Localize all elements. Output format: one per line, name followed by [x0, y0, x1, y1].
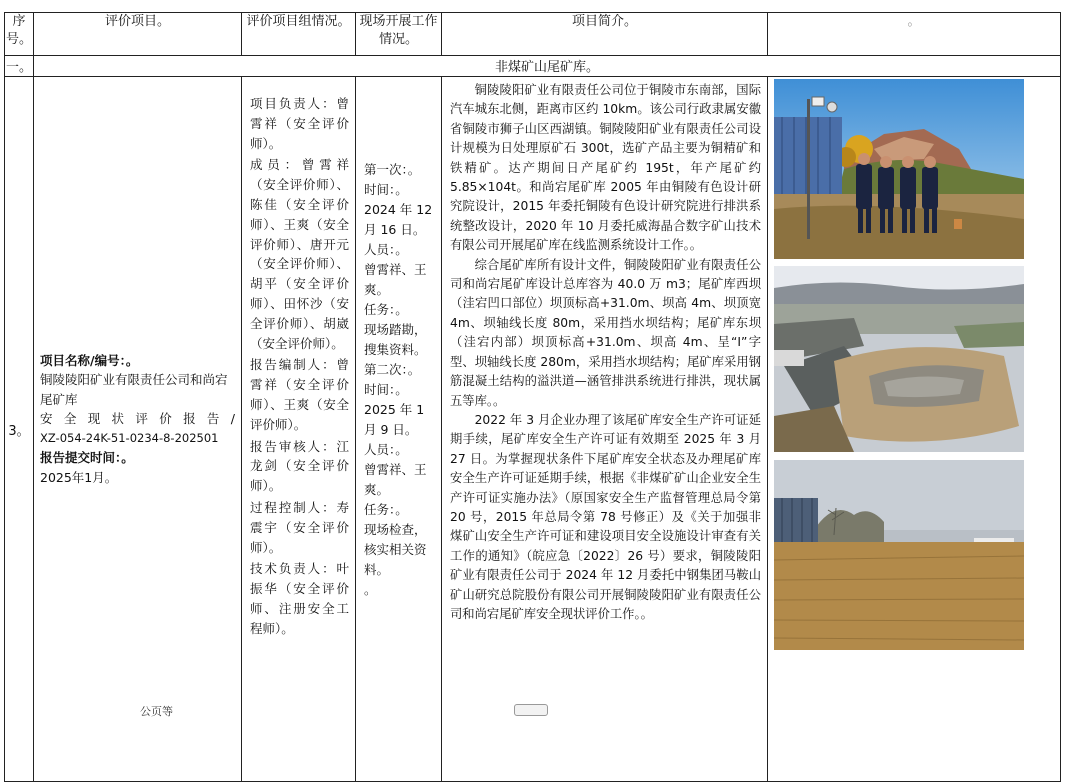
work-line: 。: [364, 582, 377, 597]
submit-date: 2025年1月。: [40, 469, 118, 485]
header-item: 评价项目。: [34, 13, 242, 56]
team-members: 成员：曾霄祥（安全评价师）、陈佳（安全评价师）、王爽（安全评价师）、唐开元（安全评价师）、胡平（安全评价师）、田怀沙（安全评价师）、胡崴（安全评价师）。: [250, 157, 349, 351]
header-work: 现场开展工作情况。: [356, 13, 442, 56]
report-name: 安全现状评价报告/: [40, 411, 235, 427]
project-name: 铜陵陵阳矿业有限责任公司和尚宕尾矿库: [40, 372, 228, 407]
header-photo: 。: [768, 13, 1061, 56]
header-no: 序号。: [5, 13, 34, 56]
section-no: 一。: [5, 56, 34, 77]
work-line: 2024 年 12 月 16 日。: [364, 202, 433, 237]
submit-label: 报告提交时间：。: [40, 450, 134, 466]
intro-paragraph: 铜陵陵阳矿业有限责任公司位于铜陵市东南部，国际汽车城东北侧，距离市区约 10km。该公司行政隶属安徽省铜陵市狮子山区西湖镇。铜陵陵阳矿业有限责任公司设计规模为日处理原矿石 300t，选矿产品主要为铜精矿和铁精矿。达产期间日产尾矿约 195t，年产尾矿约 5.85×104t。和尚宕尾矿库 2005 年由铜陵有色设计研究院设计，2015 年委托铜陵有色设计研究院进行排洪系统整改设计，2020 年 10 月委托威海晶合数字矿山技术有限公司开展尾矿库在线监测系统设计工作。。: [450, 83, 761, 253]
work-line: 现场踏勘，搜集资料。: [364, 322, 427, 357]
team-report-writers: 报告编制人：曾霄祥（安全评价师）、王爽（安全评价师）。: [250, 357, 349, 432]
work-line: 人员：。: [364, 242, 408, 257]
team-cell: [242, 77, 356, 782]
header-intro: 项目简介。: [442, 13, 768, 56]
project-name-label: 项目名称/编号：。: [40, 352, 139, 368]
footer-box: [514, 704, 548, 716]
team-leader: 项目负责人：曾霄祥（安全评价师）。: [250, 96, 349, 151]
work-line: 现场检查，核实相关资料。: [364, 522, 427, 577]
work-line: 时间：。: [364, 382, 408, 397]
work-line: 人员：。: [364, 442, 408, 457]
team-reviewer: 报告审核人：江龙剑（安全评价师）。: [250, 438, 349, 494]
site-photo-team: [774, 79, 1024, 259]
project-name-cell: [34, 77, 242, 782]
header-team: 评价项目组情况。: [242, 13, 356, 56]
footer-text: 公页等: [140, 705, 173, 718]
photo-cell: [768, 77, 1061, 782]
evaluation-table: [4, 12, 1061, 782]
site-photo-dam-crest: [774, 460, 1024, 650]
work-line: 曾霄祥、王爽。: [364, 262, 427, 297]
work-line: 2025 年 1 月 9 日。: [364, 402, 425, 437]
work-line: 任务：。: [364, 302, 408, 317]
work-line: 任务：。: [364, 502, 408, 517]
table-header-row: [5, 13, 1061, 56]
row-no: 3。: [5, 77, 34, 782]
team-process-controller: 过程控制人：寿震宇（安全评价师）。: [250, 499, 349, 555]
work-line: 第一次：。: [364, 162, 421, 177]
report-number: XZ-054-24K-51-0234-8-202501: [40, 430, 219, 445]
site-photo-tailings-pond: [774, 266, 1024, 452]
section-row: [5, 56, 1061, 77]
team-tech-lead: 技术负责人：叶振华（安全评价师、注册安全工程师）。: [250, 561, 349, 636]
work-line: 第二次：。: [364, 362, 421, 377]
work-cell: [356, 77, 442, 782]
work-line: 曾霄祥、王爽。: [364, 462, 427, 497]
section-title: 非煤矿山尾矿库。: [34, 56, 1061, 77]
intro-paragraph: 2022 年 3 月企业办理了该尾矿库安全生产许可证延期手续，尾矿库安全生产许可证有效期至 2025 年 3 月 27 日。为掌握现状条件下尾矿库安全状态及办理尾矿库安全生产许可证延期手续，根据《非煤矿矿山企业安全生产许可证实施办法》（原国家安全生产监督管理总局令第 20 号，2015 年总局令第 78 号修正）及《关于加强非煤矿山安全生产许可证和建设项目安全设施设计审查有关工作的通知》（皖应急〔2022〕26 号）要求，铜陵陵阳矿业有限责任公司于 2024 年 12 月委托中钢集团马鞍山矿山研究总院股份有限公司开展铜陵陵阳矿业有限责任公司和尚宕尾矿库安全现状评价工作。。: [450, 412, 761, 621]
intro-cell: [442, 77, 768, 782]
intro-paragraph: 综合尾矿库所有设计文件，铜陵陵阳矿业有限责任公司和尚宕尾矿库设计总库容为 40.0 万 m3；尾矿库西坝（洼宕凹口部位）坝顶标高+31.0m、坝高 4m、坝顶宽 4m、坝轴线长度 80m，采用挡水坝结构；尾矿库东坝（洼宕内部）坝顶标高+31.0m、坝高 4m、呈“I”字型、坝轴线长度 280m，采用挡水坝结构；尾矿库采用钢筋混凝土结构的溢洪道—涵管排洪系统进行排洪，现状属五等库。。: [450, 257, 761, 408]
table-row: [5, 77, 1061, 782]
work-line: 时间：。: [364, 182, 408, 197]
